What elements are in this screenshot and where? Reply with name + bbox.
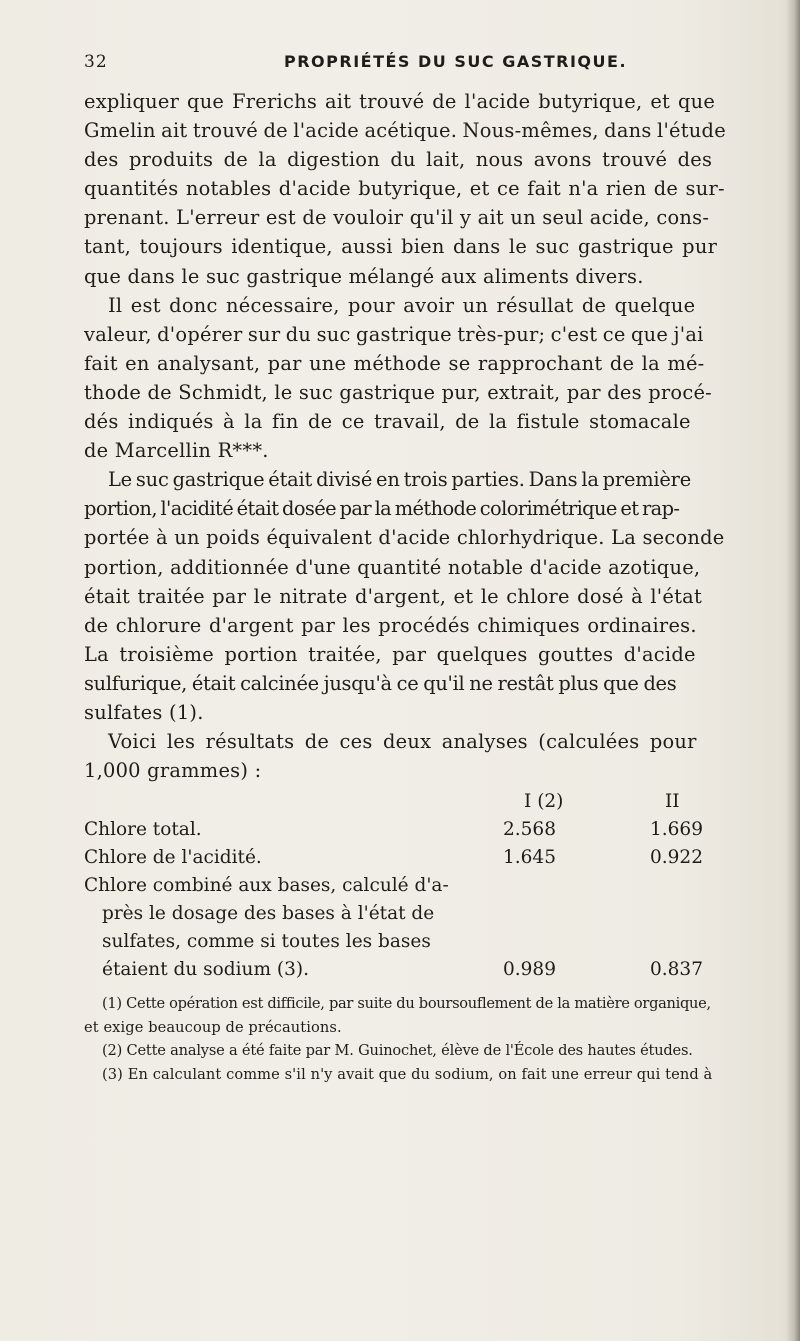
body-line: La troisième portion traitée, par quelques gouttes d'acide	[84, 642, 696, 666]
value-cell: 2.568	[503, 819, 556, 840]
row-label: Chlore total.	[84, 819, 202, 840]
body-line: quantités notables d'acide butyrique, et ce fait n'a rien de sur-	[84, 177, 725, 201]
page-header	[84, 52, 739, 78]
body-line: Il est donc nécessaire, pour avoir un résullat de quelque	[108, 293, 696, 317]
row-label: étaient du sodium (3).	[102, 959, 309, 980]
body-line: portion, l'acidité était dosée par la méthode colorimétrique et rap-	[84, 497, 680, 521]
analysis-table	[84, 788, 744, 980]
body-line: valeur, d'opérer sur du suc gastrique très-pur; c'est ce que j'ai	[84, 322, 704, 346]
body-line: portée à un poids équivalent d'acide chlorhydrique. La seconde	[84, 526, 725, 550]
body-line: de chlorure d'argent par les procédés chimiques ordinaires.	[84, 613, 697, 637]
row-label: Chlore de l'acidité.	[84, 847, 262, 868]
row-label: Chlore combiné aux bases, calculé d'a-	[84, 875, 449, 896]
body-line: de Marcellin R***.	[84, 439, 269, 463]
body-line: des produits de la digestion du lait, nous avons trouvé des	[84, 148, 713, 172]
value-cell: 1.645	[503, 847, 556, 868]
footnote-line: (3) En calculant comme s'il n'y avait que du sodium, on fait une erreur qui tend à	[102, 1065, 713, 1083]
body-line: que dans le suc gastrique mélangé aux aliments divers.	[84, 264, 644, 288]
page-edge-shadow	[786, 0, 800, 1341]
row-label: près le dosage des bases à l'état de	[102, 903, 435, 924]
body-line: portion, additionnée d'une quantité notable d'acide azotique,	[84, 555, 701, 579]
page-number: 32	[84, 52, 108, 72]
value-cell: 1.669	[650, 819, 703, 840]
body-line: fait en analysant, par une méthode se rapprochant de la mé-	[84, 351, 705, 375]
running-title: PROPRIÉTÉS DU SUC GASTRIQUE.	[284, 52, 628, 71]
body-line: sulfates (1).	[84, 700, 204, 724]
value-cell: 0.837	[650, 959, 703, 980]
body-line: expliquer que Frerichs ait trouvé de l'acide butyrique, et que	[84, 90, 716, 113]
footnote-line: et exige beaucoup de précautions.	[84, 1018, 342, 1036]
column-header-i: I (2)	[524, 791, 564, 812]
body-line: Voici les résultats de ces deux analyses (calculées pour	[108, 730, 697, 754]
body-line: était traitée par le nitrate d'argent, et le chlore dosé à l'état	[84, 584, 702, 608]
footnotes	[84, 992, 744, 1086]
body-line: sulfurique, était calcinée jusqu'à ce qu'il ne restât plus que des	[84, 671, 677, 695]
body-line: prenant. L'erreur est de vouloir qu'il y ait un seul acide, cons-	[84, 206, 710, 230]
value-cell: 0.922	[650, 847, 703, 868]
body-line: thode de Schmidt, le suc gastrique pur, extrait, par des procé-	[84, 380, 712, 404]
footnote-line: (1) Cette opération est difficile, par suite du boursouflement de la matière organique,	[102, 995, 711, 1012]
column-header-ii: II	[665, 791, 680, 812]
body-line: tant, toujours identique, aussi bien dans le suc gastrique pur	[84, 235, 718, 259]
body-text	[84, 87, 739, 785]
body-line: Le suc gastrique était divisé en trois parties. Dans la première	[108, 468, 692, 492]
footnote-line: (2) Cette analyse a été faite par M. Guinochet, élève de l'École des hautes études.	[102, 1042, 693, 1059]
row-label: sulfates, comme si toutes les bases	[102, 931, 431, 952]
body-line: 1,000 grammes) :	[84, 759, 262, 783]
body-line: Gmelin ait trouvé de l'acide acétique. Nous-mêmes, dans l'étude	[84, 119, 726, 143]
body-line: dés indiqués à la fin de ce travail, de la fistule stomacale	[84, 410, 691, 434]
value-cell: 0.989	[503, 959, 556, 980]
